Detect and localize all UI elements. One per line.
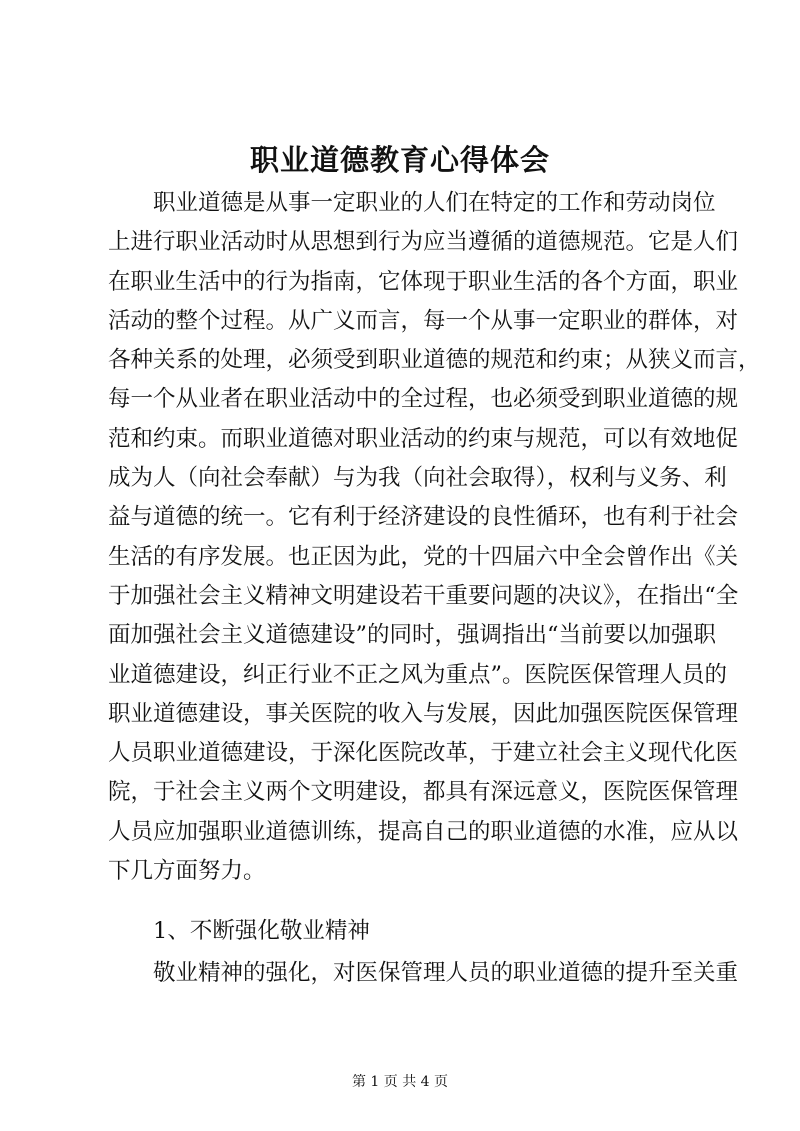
paragraph-line: 上进行职业活动时从思想到行为应当遵循的道德规范。它是人们 [108,229,739,256]
paragraph-line: 在职业生活中的行为指南，它体现于职业生活的各个方面，职业 [108,268,739,295]
paragraph-line: 院，于社会主义两个文明建设，都具有深远意义，医院医保管理 [108,779,739,806]
page-footer: 第 1 页 共 4 页 [351,1074,449,1090]
paragraph-line: 生活的有序发展。也正因为此，党的十四届六中全会曾作出《关 [108,543,739,570]
paragraph-line: 益与道德的统一。它有利于经济建设的良性循环，也有利于社会 [108,504,739,531]
paragraph-line: 各种关系的处理，必须受到职业道德的规范和约束；从狭义而言， [108,347,761,374]
document-title: 职业道德教育心得体会 [249,143,550,177]
paragraph-line: 每一个从业者在职业活动中的全过程，也必须受到职业道德的规 [108,386,739,413]
paragraph-line: 于加强社会主义精神文明建设若干重要问题的决议》，在指出“全 [108,582,739,609]
paragraph-line: 面加强社会主义道德建设”的同时，强调指出“当前要以加强职 [108,622,717,649]
paragraph-line: 活动的整个过程。从广义而言，每一个从事一定职业的群体，对 [108,307,739,334]
paragraph-1 [108,184,761,891]
paragraph-line: 成为人（向社会奉献）与为我（向社会取得），权利与义务、利 [108,465,727,492]
paragraph-line: 人员应加强职业道德训练，提高自己的职业道德的水准，应从以 [108,818,739,845]
paragraph-line: 人员职业道德建设，于深化医院改革，于建立社会主义现代化医 [108,740,739,767]
paragraph-2: 敬业精神的强化，对医保管理人员的职业道德的提升至关重 [153,960,739,986]
section-heading: 1、不断强化敬业精神 [153,918,370,944]
paragraph-line: 下几方面努力。 [108,858,266,885]
paragraph-line: 范和约束。而职业道德对职业活动的约束与规范，可以有效地促 [108,425,739,452]
paragraph-line: 职业道德是从事一定职业的人们在特定的工作和劳动岗位 [153,190,716,216]
paragraph-line: 职业道德建设，事关医院的收入与发展，因此加强医院医保管理 [108,700,739,727]
paragraph-line: 业道德建设，纠正行业不正之风为重点”。医院医保管理人员的 [108,661,728,688]
